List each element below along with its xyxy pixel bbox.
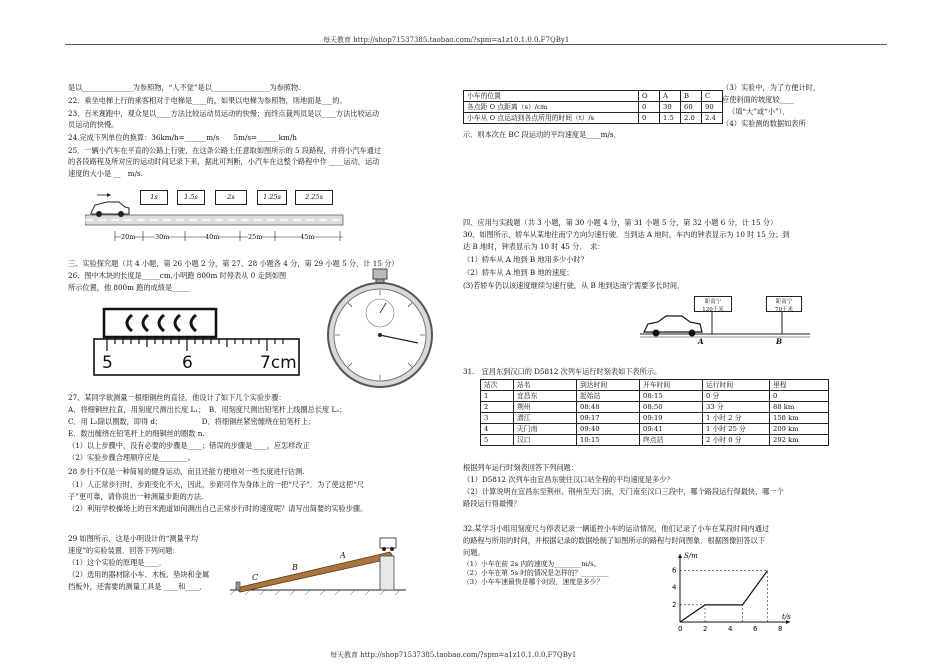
data-table-cell: B (681, 91, 702, 102)
line-reference: 是以______________为参照物，“人不觉”是以________________为参照物. (68, 83, 301, 92)
timetable-row (481, 424, 829, 435)
question-30-line1: 30、如图所示，轿车从某地往南宁方向匀速行驶．当到达 A 地时，车内的钟表显示为 10 时 15 分；到 (463, 230, 790, 239)
data-table-cell: 30 (660, 102, 681, 113)
data-table-cell: A (660, 91, 681, 102)
timetable-cell: 起始站 (577, 391, 640, 402)
timetable-cell: 1 小时 2 分 (703, 413, 770, 424)
x-tick-label: 8 (778, 625, 783, 633)
y-axis-arrow (678, 554, 682, 558)
segment-distance-2: 30m (155, 233, 170, 241)
question-25-line2: 的各段路程及所对应的运动时间记录下来，据此可判断，小汽车在这整个路程中作 ____运动，运动 (68, 157, 380, 166)
timetable-cell: 1 (481, 391, 514, 402)
timetable-cell: 荆州 (514, 402, 577, 413)
distance-time-plot (668, 552, 798, 634)
segment-distance-1: 20m (121, 233, 136, 241)
timetable-cell: 88 km (770, 402, 829, 413)
incline-label-c: C (252, 573, 259, 582)
timetable-row (481, 413, 829, 424)
section-3-title: 三、实验探究题（共 4 小题，第 26 小题 2 分，第 27、28 小题各 4 分，第 29 小题 5 分，计 15 分） (68, 259, 399, 268)
question-31-sub1: （1）D5812 次列车由宜昌东驶往汉口站全程的平均速度是多少？ (463, 475, 674, 484)
timetable-cell: 33 分 (703, 402, 770, 413)
incline-label-a: A (340, 551, 346, 560)
question-27-sub2: （2）实验步骤合理顺序应是________。 (68, 453, 195, 462)
segment-time-2: 1.5s (177, 190, 205, 205)
question-25-line1: 25．一辆小汽车在平直的公路上行驶，在这条公路上任意取如图所示的 5 段路程，并将小汽车通过 (68, 146, 381, 155)
timetable-cell: 3 (481, 413, 514, 424)
segment-time-4: 1.25s (257, 190, 287, 205)
question-31: 31. 宜昌东到汉口的 D5812 次列车运行时刻表如下表所示。 (463, 367, 662, 376)
timetable-cell: 汉口 (514, 435, 577, 446)
y-tick-label: 2 (672, 600, 677, 609)
section-4-title: 四、应用与实践题（共 3 小题，第 30 小题 4 分，第 31 小题 5 分，第 32 小题 6 分，计 15 分） (463, 218, 778, 227)
timetable-cell: 2 小时 0 分 (703, 435, 770, 446)
side-question-3-line1: （3）实验中，为了方便计时， (722, 83, 821, 92)
car-icon (91, 193, 129, 217)
data-table-cell: 2.4 (702, 113, 723, 124)
timetable-cell: 158 km (770, 413, 829, 424)
question-32-line1: 32.某学习小组用刻度尺与停表记录一辆遥控小车的运动情况，他们记录了小车在某段时间内通过 (463, 524, 770, 533)
question-32-line3: 问题。 (463, 548, 485, 557)
side-question-4: （4）实验测的数据如表所 (722, 119, 806, 128)
question-32-sub1: （1）小车在前 2s 内的速度为________m/s。 (463, 560, 601, 568)
timetable-cell: 0 分 (703, 391, 770, 402)
question-29-line4: （2）选用的器材除小车、木板、垫块和金属 (68, 570, 210, 579)
question-29-line2: 速度”的实验装置．回答下列问题： (68, 546, 180, 555)
question-31-sub2-line2: 路段运行得最慢？ (463, 499, 521, 508)
timetable-cell: 09:41 (640, 424, 703, 435)
data-table-label: 各点距 O 点距离（s）/cm (464, 102, 639, 113)
timetable-row (481, 435, 829, 446)
question-29-line1: 29 如图所示，这是小明设计的“测量平均 (68, 534, 199, 543)
data-table-cell: 0 (639, 102, 660, 113)
point-b-label: B (776, 337, 783, 346)
page-header: 每天教育 http://shop71537385.taobao.com/?spm=a1z10.1.0.0.F7QBy1 (323, 36, 570, 44)
question-27-option-e: E．数出缠绕在铅笔杆上的细铜丝的圈数 n. (68, 429, 205, 438)
timetable-cell: 终点站 (640, 435, 703, 446)
timetable-cell: 2 (481, 402, 514, 413)
question-27-option-c: C．用 L₂除以圈数，即得 d； D．将细铜丝紧密缠绕在铅笔杆上； (68, 417, 316, 426)
timetable-header-row (481, 380, 829, 391)
timetable-cell: 09:40 (577, 424, 640, 435)
x-tick-label: 6 (753, 625, 758, 633)
timetable-cell: 0 (770, 391, 829, 402)
question-31-intro: 根据列车运行时刻表回答下列问题： (463, 463, 579, 472)
ruler-mark-6: 6 (182, 353, 193, 373)
question-27-sub1: （1）以上步骤中，没有必要的步骤是____；错误的步骤是____，应怎样改正 (68, 441, 310, 450)
timetable-cell: 09:19 (640, 413, 703, 424)
segment-distance-4: 25m (248, 233, 263, 241)
timetable-header-cell: 到达时间 (577, 380, 640, 391)
road-figure (85, 185, 345, 245)
sign-a (694, 296, 732, 312)
ruler-figure (92, 305, 302, 379)
question-26-line1: 26、图中木块的长度是_____cm,小明跑 800m 时停表从 0 走到如图 (68, 271, 287, 280)
question-22: 22．乘坐电梯上行的乘客相对于电梯是____的，如果以电梯为参照物，则地面是___的。 (68, 96, 347, 105)
x-tick-label: 0 (678, 625, 683, 633)
question-23-line1: 23．百米赛跑中，观众是以____方法比较运动员运动的快慢；而终点裁判员是以____方法比较运动 (68, 109, 380, 118)
data-table-cell: 2.0 (681, 113, 702, 124)
timetable-cell: 10:15 (577, 435, 640, 446)
x-tick-label: 2 (703, 625, 708, 633)
data-table-cell: C (702, 91, 723, 102)
timetable-cell: 天门南 (514, 424, 577, 435)
data-table-row (464, 113, 723, 124)
data-table-cell: O (639, 91, 660, 102)
incline-figure (230, 530, 410, 596)
timetable-cell: 09:17 (577, 413, 640, 424)
point-a-label: A (698, 337, 704, 346)
timetable-header-cell: 开车时间 (640, 380, 703, 391)
data-table-cell: 0 (639, 113, 660, 124)
question-25-line3: 速度的大小是 __ m/s. (68, 169, 143, 178)
data-table-cell: 60 (681, 102, 702, 113)
question-29-line3: （1）这个实验的原理是____． (68, 558, 167, 567)
question-28-line3: 子”更可靠，请你说出一种测量步距的方法. (68, 492, 204, 501)
incline-label-b: B (292, 563, 298, 572)
x-tick-label: 4 (728, 625, 733, 633)
timetable-cell: 4 (481, 424, 514, 435)
x-axis-label: t/s (782, 613, 791, 621)
question-27: 27、某同学欲测量一根细铜丝的直径，他设计了如下几个实验步骤： (68, 393, 286, 402)
stopwatch-icon (320, 265, 440, 390)
question-30-line2: 达 B 地时，钟表显示为 10 时 45 分． 求： (463, 242, 605, 251)
road-signs-figure (640, 292, 815, 348)
timetable-cell: 08:48 (577, 402, 640, 413)
data-table-label: 小车的位置 (464, 91, 639, 102)
timetable-cell: 209 km (770, 424, 829, 435)
question-32-sub2: （2）小车在第 5s 时的情况是怎样的？________ (463, 569, 609, 577)
data-table-cell: 1.5 (660, 113, 681, 124)
data-table-row (464, 91, 723, 102)
data-table-row (464, 102, 723, 113)
timetable-cell: 宜昌东 (514, 391, 577, 402)
side-question-3-line2: 应使斜面的坡度较____ (722, 95, 794, 104)
question-31-sub2-line1: （2）计算说明在宜昌东至荆州、荆州至天门南、天门南至汉口三段中，哪个路段运行得最快，哪一个 (463, 487, 784, 496)
header-rule (65, 44, 887, 45)
data-table-cell: 90 (702, 102, 723, 113)
question-32-line2: 的路程与所用的时间，并根据记录的数据绘制了如图所示的路程与时间图象．根据图像回答以下 (463, 536, 765, 545)
timetable-header-cell: 站次 (481, 380, 514, 391)
question-28-line1: 28 步行不仅是一种简易的健身运动，而且还能方便地对一些长度进行估测. (68, 467, 305, 476)
experiment-data-table (463, 90, 723, 124)
sign-b-distance: 70千米 (775, 307, 793, 313)
question-26-line2: 所示位置，他 800m 跑的成绩是_____ (68, 283, 191, 292)
sign-b (766, 296, 802, 312)
distance-time-graph (668, 552, 798, 634)
bc-speed-question: 示．则本次在 BC 段运动的平均速度是____m/s． (463, 130, 621, 139)
page-footer: 每天教育 http://shop71537385.taobao.com/?spm=a1z10.1.0.0.F7QBy1 (330, 651, 577, 659)
timetable-row (481, 402, 829, 413)
question-32-sub3: （3）小车车速最快是哪个时段，速度是多少？ (463, 578, 604, 586)
question-29-line5: 挡板外，还需要的测量工具是 ____和____． (68, 582, 207, 591)
segment-distance-5: 45m (300, 233, 315, 241)
segment-time-5: 2.25s (295, 190, 333, 205)
ruler-mark-5: 5 (102, 353, 113, 373)
question-23-line2: 员运动的快慢。 (68, 120, 119, 129)
timetable-cell: 08:15 (640, 391, 703, 402)
ruler-mark-7cm: 7cm (260, 353, 297, 373)
question-27-option-a: A．将细铜丝拉直，用刻度尺测出长度 L₁； B．用刻度尺测出铅笔杆上线圈总长度 L₂； (68, 405, 347, 414)
timetable-header-cell: 站名 (514, 380, 577, 391)
sign-a-title: 距南宁 (704, 299, 722, 305)
timetable-cell: 1 小时 25 分 (703, 424, 770, 435)
series-line (680, 571, 768, 622)
timetable-cell: 292 km (770, 435, 829, 446)
timetable-cell: 5 (481, 435, 514, 446)
y-tick-label: 4 (672, 583, 677, 592)
timetable-header-cell: 运行时间 (703, 380, 770, 391)
segment-distance-3: 40m (205, 233, 220, 241)
timetable-cell: 08:50 (640, 402, 703, 413)
sedan-icon (644, 316, 702, 337)
timetable-row (481, 391, 829, 402)
sign-a-distance: 120千米 (702, 307, 724, 313)
segment-time-1: 1s (140, 190, 168, 205)
question-28-line2: （1）人正常步行时，步距变化不大，因此，步距可作为身体上的一把“尺子”．为了使这把“尺 (68, 480, 364, 489)
question-30-sub2: （2）轿车从 A 地到 B 地的速度； (463, 268, 574, 277)
question-30-sub3: (3)若轿车仍以该速度继续匀速行驶，从 B 地到达南宁需要多长时间． (463, 281, 685, 290)
sign-b-title: 距南宁 (775, 299, 793, 305)
y-axis-label: S/m (684, 552, 698, 560)
question-28-line4: （2）利用学校操场上的百米跑道如何测出自己正常步行时的速度呢？请写出简要的实验步骤。 (68, 504, 368, 513)
y-tick-label: 6 (672, 566, 677, 575)
train-timetable (480, 379, 829, 446)
segment-time-3: 2s (215, 190, 247, 205)
data-table-label: 小车从 O 点运动到各点所用的时间（t）/s (464, 113, 639, 124)
incline-illustration (230, 530, 410, 596)
side-question-3-line3: （填“大”或“小”）． (728, 107, 790, 116)
timetable-cell: 潜江 (514, 413, 577, 424)
question-30-sub1: （1）轿车从 A 地到 B 地用多少小时？ (463, 255, 588, 264)
timetable-header-cell: 里程 (770, 380, 829, 391)
question-24: 24.完成下列单位的换算：36km/h=______m/s 5m/s=______km/h (68, 133, 297, 142)
